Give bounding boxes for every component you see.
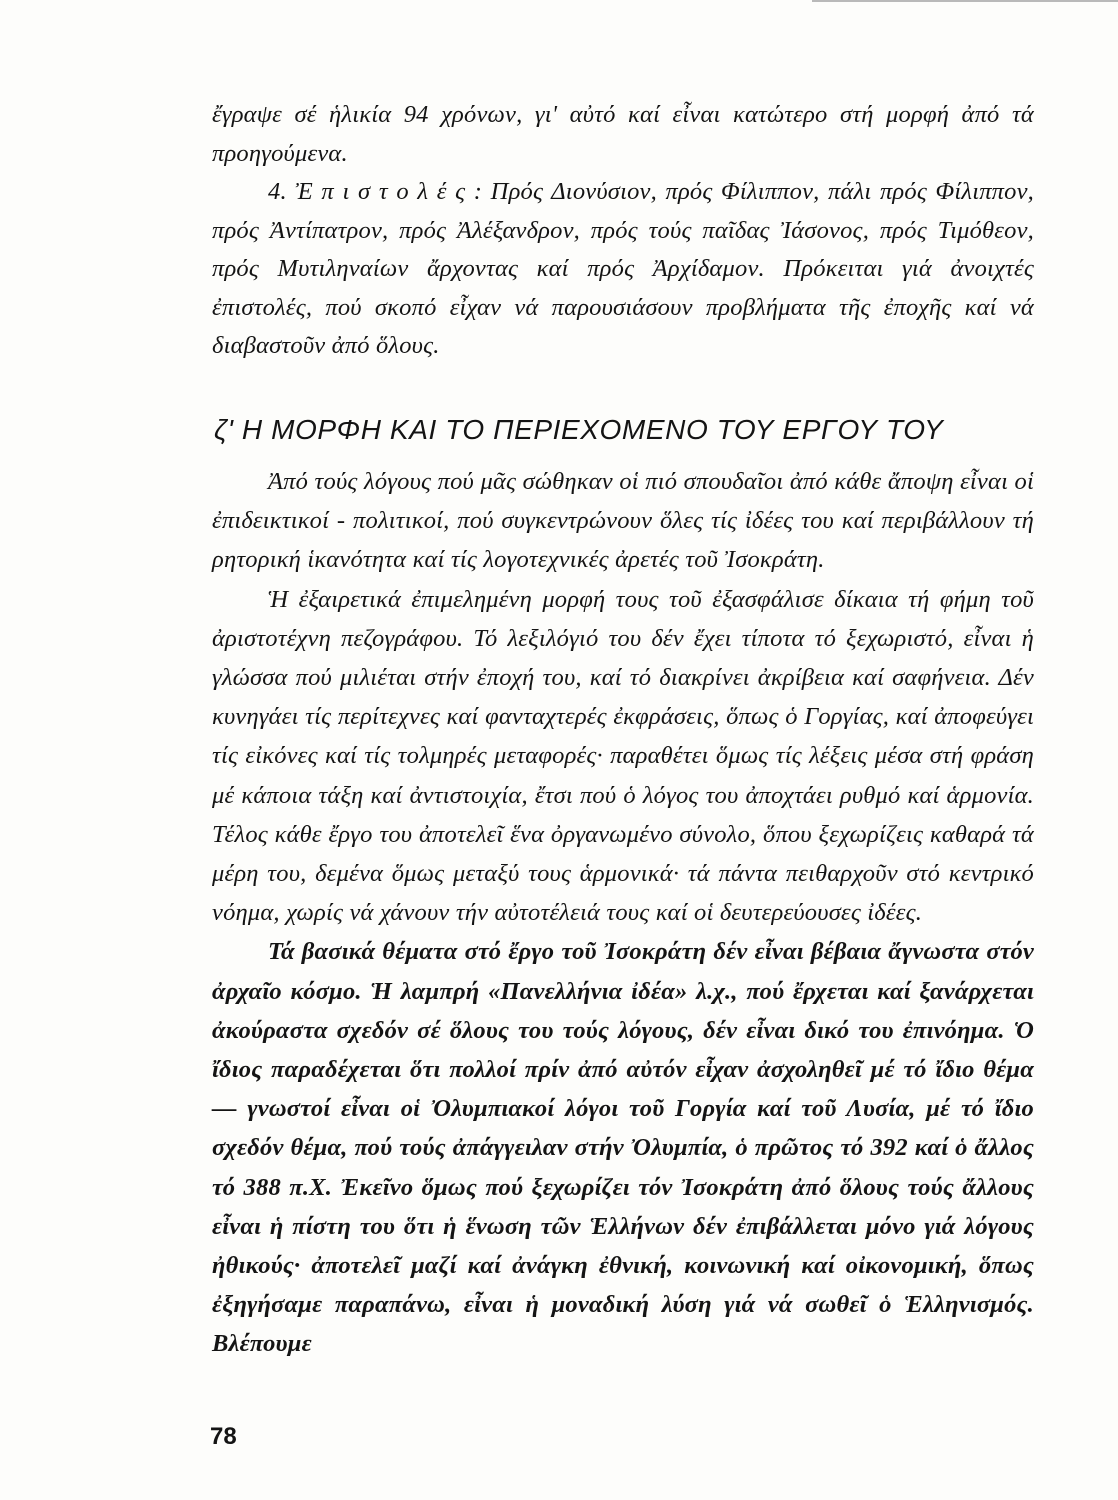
page-number: 78 bbox=[210, 1423, 237, 1450]
intro-paragraph-letters: 4. Ἐ π ι σ τ ο λ έ ς : Πρός Διονύσιον, πρός Φίλιππον, πάλι πρός Φίλιππον, πρός Ἀντίπατρον, πρός Ἀλέξανδρον, πρός τούς παῖδας Ἰάσονος, πρός Τιμόθεον, πρός Μυτιληναίων ἄρχοντας καί πρός Ἀρχίδαμον. Πρόκειται γιά ἀνοιχτές ἐπιστολές, πού σκοπό εἶχαν νά παρουσιάσουν προβλήματα τῆς ἐποχῆς καί νά διαβαστοῦν ἀπό ὅλους. bbox=[212, 178, 1034, 359]
section-paragraph-3: Τά βασικά θέματα στό ἔργο τοῦ Ἰσοκράτη δέν εἶναι βέβαια ἄγνωστα στόν ἀρχαῖο κόσμο. Ἡ λαμπρή «Πανελλήνια ἰδέα» λ.χ., πού ἔρχεται καί ξανάρχεται ἀκούραστα σχεδόν σέ ὅλους του τούς λόγους, δέν εἶναι δικό του ἐπινόημα. Ὁ ἴδιος παραδέχεται ὅτι πολλοί πρίν ἀπό αὐτόν εἶχαν ἀσχοληθεῖ μέ τό ἴδιο θέμα — γνωστοί εἶναι οἱ Ὀλυμπιακοί λόγοι τοῦ Γοργία καί τοῦ Λυσία, μέ τό ἴδιο σχεδόν θέμα, πού τούς ἀπάγγειλαν στήν Ὀλυμπία, ὁ πρῶτος τό 392 καί ὁ ἄλλος τό 388 π.Χ. Ἐκεῖνο ὅμως πού ξεχωρίζει τόν Ἰσοκράτη ἀπό ὅλους τούς ἄλλους εἶναι ἡ πίστη του ὅτι ἡ ἕνωση τῶν Ἑλλήνων δέν ἐπιβάλλεται μόνο γιά λόγους ἠθικούς· ἀποτελεῖ μαζί καί ἀνάγκη ἐθνική, κοινωνική καί οἰκονομική, ὅπως ἐξηγήσαμε παραπάνω, εἶναι ἡ μοναδική λύση γιά νά σωθεῖ ὁ Ἑλληνισμός. Βλέπουμε bbox=[212, 938, 1034, 1358]
intro-text bbox=[212, 96, 1034, 366]
intro-paragraph-continued: ἔγραψε σέ ἡλικία 94 χρόνων, γι' αὐτό καί εἶναι κατώτερο στή μορφή ἀπό τά προηγούμενα. bbox=[212, 101, 1034, 167]
scan-edge-line bbox=[812, 0, 1118, 2]
section-body bbox=[212, 462, 1034, 1364]
section-paragraph-1: Ἀπό τούς λόγους πού μᾶς σώθηκαν οἱ πιό σπουδαῖοι ἀπό κάθε ἄποψη εἶναι οἱ ἐπιδεικτικοί - πολιτικοί, πού συγκεντρώνουν ὅλες τίς ἰδέες του καί περιβάλλουν τή ρητορική ἱκανότητα καί τίς λογοτεχνικές ἀρετές τοῦ Ἰσοκράτη. bbox=[212, 468, 1034, 574]
section-paragraph-2: Ἡ ἐξαιρετικά ἐπιμελημένη μορφή τους τοῦ ἐξασφάλισε δίκαια τή φήμη τοῦ ἀριστοτέχνη πεζογράφου. Τό λεξιλόγιό του δέν ἔχει τίποτα τό ξεχωριστό, εἶναι ἡ γλώσσα πού μιλιέται στήν ἐποχή του, καί τό διακρίνει ἀκρίβεια καί σαφήνεια. Δέν κυνηγάει τίς περίτεχνες καί φανταχτερές ἐκφράσεις, ὅπως ὁ Γοργίας, καί ἀποφεύγει τίς εἰκόνες καί τίς τολμηρές μεταφορές· παραθέτει ὅμως τίς λέξεις μέσα στή φράση μέ κάποια τάξη καί ἀντιστοιχία, ἔτσι πού ὁ λόγος του ἀποχτάει ρυθμό καί ἁρμονία. Τέλος κάθε ἔργο του ἀποτελεῖ ἕνα ὀργανωμένο σύνολο, ὅπου ξεχωρίζεις καθαρά τά μέρη του, δεμένα ὅμως μεταξύ τους ἁρμονικά· τά πάντα πειθαρχοῦν στό κεντρικό νόημα, χωρίς νά χάνουν τήν αὐτοτέλειά τους καί οἱ δευτερεύουσες ἰδέες. bbox=[212, 585, 1034, 927]
section-heading: ζ' Η ΜΟΡΦΗ ΚΑΙ ΤΟ ΠΕΡΙΕΧΟΜΕΝΟ ΤΟΥ ΕΡΓΟΥ ΤΟΥ bbox=[214, 414, 944, 445]
